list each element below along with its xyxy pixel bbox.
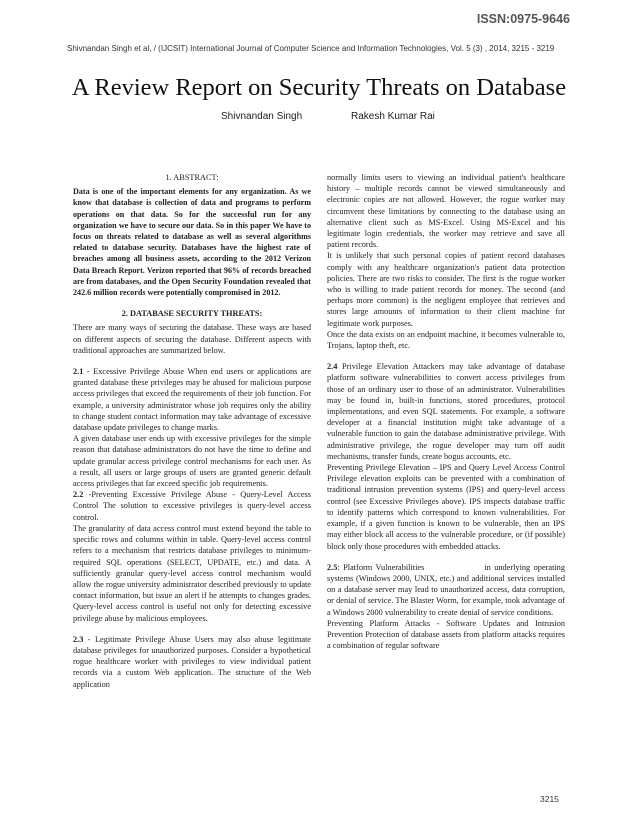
paragraph-2-2b: The granularity of data access control must extend beyond the table to specific rows and columns within in table. Query-level access control refers to a mechanism that restricts database privileges to minimum-required SQL operations (SELECT, UPDATE, etc.) and data. A sufficiently granular query-level access control mechanism would allow the rogue university administrator described previously to update contact information, but issue an alert if he attempts to changes grades. Query-level access control is useful not only for detecting excessive privilege abuse by malicious employees. (73, 523, 311, 623)
subsection-number-2-1: 2.1 (73, 367, 84, 377)
author-1: Shivnandan Singh (221, 111, 303, 122)
paragraph-2-5c: Preventing Platform Attacks - Software Updates and Intrusion Prevention Protection of database assets from platform attacks requires a combination of regular software (327, 618, 565, 651)
running-head: Shivnandan Singh et al, / (IJCSIT) International Journal of Computer Science and Information Technologies, Vol. 5 (3) , 2014, 3215 - 3219 (67, 44, 555, 53)
page-number: 3215 (540, 794, 559, 804)
abstract-heading: 1. ABSTRACT: (165, 173, 219, 182)
left-column (73, 172, 311, 690)
subsection-number-2-3: 2.3 (73, 634, 84, 644)
subsection-number-2-4: 2.4 (327, 362, 338, 372)
paragraph-r-c: Once the data exists on an endpoint machine, it becomes vulnerable to, Trojans, laptop theft, etc. (327, 329, 565, 351)
subsection-number-2-2: 2.2 (73, 490, 84, 500)
paragraph-2-5-text: in underlying operating systems (Windows 2000, UNIX, etc.) and additional services installed on a database server may lead to unauthorized access, data corruption, or denial of service. The Blaster Worm, for example, took advantage of a Windows 2000 vulnerability to create denial of service conditions. (327, 562, 565, 617)
paragraph-2-1b: A given database user ends up with excessive privileges for the simple reason that database administrators do not have the time to define and update granular access privilege control mechanisms for each user. As a result, all users or large groups of users are granted generic default access privileges that far exceed specific job requirements. (73, 434, 311, 489)
issn-label: ISSN:0975-9646 (476, 12, 570, 26)
paragraph-2-3 (73, 634, 311, 690)
paragraph-r-b: It is unlikely that such personal copies of patient record databases comply with any healthcare organization's patient data protection policies. There are two risks to consider. The first is the rogue worker who is willing to trade patient records for money. The second (and perhaps more common) is the negligent employee that retrieves and stores large amounts of information to their client machine for legitimate work purposes. (327, 251, 565, 328)
subsection-number-2-5: 2.5 (327, 562, 338, 572)
paragraph-2-2-text: -Preventing Excessive Privilege Abuse - Query-Level Access Control The solution to excessive privileges is query-level access control. (73, 490, 311, 522)
section-2-heading: 2. DATABASE SECURITY THREATS: (121, 309, 263, 319)
paper-title: A Review Report on Security Threats on Database (71, 74, 567, 101)
paragraph-2-1-text: - Excessive Privilege Abuse When end users or applications are granted database these privileges may be abused for malicious purpose access privileges that exceed the requirements of their job function. For example, a university administrator whose job requires only the ability to change student contact information may take advantage of excessive database update privileges to change marks. (73, 367, 311, 433)
paragraph-2-4 (327, 361, 565, 462)
section-2-intro: There are many ways of securing the database. These ways are based on different aspects of securing the database. Different aspects with traditional approaches are summarized below. (73, 323, 311, 355)
paragraph-2-4-text: Privilege Elevation Attackers may take advantage of database platform software vulnerabilities to convert access privileges from those of an ordinary user to those of an administrator. Vulnerabilities may be found in, built-in functions, stored procedures, protocol implementations, and even SQL statements. For example, a software developer at a financial institution might take advantage of a vulnerable function to gain the database administrative privilege. With administrative privilege, the rogue developer may turn off audit mechanisms, transfer funds, create bogus accounts, etc. (327, 362, 565, 461)
paragraph-2-1 (73, 366, 311, 433)
paragraph-2-4b: Preventing Privilege Elevation – IPS and Query Level Access Control Privilege elevation exploits can be prevented with a combination of traditional intrusion prevention systems (IPS) and query-level access control (see Excessive Privileges above). IPS inspects database traffic to identify patterns which correspond to known vulnerabilities. For example, if a given function is known to be vulnerable, then an IPS may either block all access to the vulnerable procedure, or (if possible) block only those procedures with embedded attacks. (327, 463, 565, 551)
abstract-text: Data is one of the important elements for any organization. As we know that database is collection of data and programs to perform operations on that data. So for the successful run for any organization we have to secure our data. So in this paper We have to focus on threats related to database as well as several algorithms related to database security. Databases have the highest rate of breaches among all business assets, according to the 2012 Verizon Data Breach Report. Verizon reported that 96% of records breached are from databases, and the Open Security Foundation revealed that 242.6 million records were potentially compromised in 2012. (73, 187, 311, 298)
paragraph-r-a: normally limits users to viewing an individual patient's healthcare history – multiple records cannot be viewed simultaneously and electronic copies are not allowed. However, the rogue worker may circumvent these limitations by connecting to the database using an alternative client such as MS-Excel. Using MS-Excel and his legitimate login credentials, the worker may retrieve and save all patient records. (327, 173, 565, 250)
author-2: Rakesh Kumar Rai (350, 111, 435, 122)
paragraph-2-3-text: - Legitimate Privilege Abuse Users may also abuse legitimate database privileges for unauthorized purposes. Consider a hypothetical rogue healthcare worker with privileges to view individual patient records via a custom Web application. The structure of the Web application (73, 634, 311, 689)
paragraph-2-2 (73, 489, 311, 523)
right-column (327, 172, 565, 651)
paragraph-2-5 (327, 562, 565, 618)
author-line (221, 111, 435, 122)
paragraph-2-5-heading: : Platform Vulnerabilities (337, 562, 425, 572)
